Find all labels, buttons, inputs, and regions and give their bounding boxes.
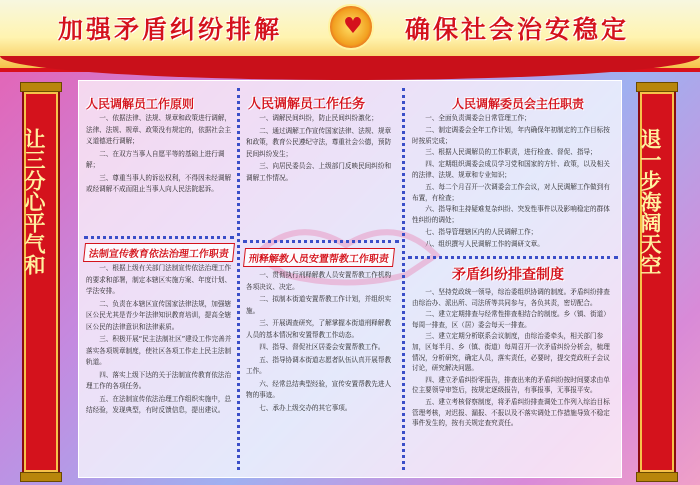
scroll-cap-top [20, 82, 62, 92]
page-title-left: 加强矛盾纠纷排解 [58, 15, 283, 44]
couplet-scroll-left [24, 92, 58, 472]
scroll-cap-top [636, 82, 678, 92]
column-divider-2 [402, 88, 405, 470]
row-divider-left [84, 236, 234, 239]
paragraph: 六、指导和主持疑难复杂纠纷、突发性事件以及影响稳定的群体性纠纷的调处； [412, 205, 610, 225]
section-body-committee-director [412, 113, 616, 251]
paragraph: 一、全面负责调委会日常管理工作； [425, 114, 531, 122]
scroll-cap-bottom [636, 472, 678, 482]
paragraph: 三、向居民委员会、上级部门反映民间纠纷和调解工作情况。 [246, 162, 392, 182]
row-divider-right [408, 256, 618, 259]
paragraph: 三、尊重当事人的诉讼权利，不得因未经调解或经调解不成而阻止当事人向人民法院起诉。 [86, 173, 232, 193]
paragraph: 四、指导、督促社区居委会安置帮教工作。 [259, 343, 385, 351]
section-title-committee-director: 人民调解委员会主任职责 [452, 97, 585, 111]
paragraph: 二、建立定期排查与经常性排查相结合的制度。乡（镇、街道）每周一排查，区（居）委会每天一排查。 [412, 310, 610, 329]
paragraph: 五、建立考核督察制度，将矛盾纠纷排查调处工作列入综治目标管理考核，对迟报、漏报、不报以及不落实调处工作措施导致不稳定事件发生的，按有关规定查究责任。 [412, 397, 610, 428]
heart-handshake-icon [328, 4, 374, 50]
heart-icon: ♥ [343, 14, 363, 39]
section-body-released-personnel [246, 270, 396, 415]
paragraph: 五、在法制宣传依法治理工作组织实施中，总结经验，发现典型，有时反馈信息，提出建议。 [86, 394, 232, 414]
section-title-legal-education: 法制宣传教育依法治理工作职责 [83, 243, 235, 262]
page-title-right: 确保社会治安稳定 [405, 15, 630, 44]
paragraph: 一、坚持党政统一领导，综治委组织协调的制度。矛盾纠纷排查由综治办、派出所、司法所等共同参与，各负其责，密切配合。 [412, 288, 610, 307]
column-divider-1 [237, 88, 240, 470]
paragraph: 一、依据法律、法规、规章和政策进行调解，法律、法规、规章、政策没有规定的，依据社会主义道德进行调解； [86, 114, 232, 145]
paragraph: 六、经常总结典型经验，宣传安置帮教先进人物的事迹。 [246, 379, 392, 399]
paragraph: 二、拟制本街道安置帮教工作计划，并组织实施。 [246, 295, 392, 315]
paragraph: 二、在双方当事人自愿平等的基础上进行调解； [86, 149, 225, 169]
section-body-legal-education [86, 263, 232, 418]
couplet-right-text: 退一步海阔天空 [638, 128, 663, 275]
couplet-left-text: 让三分心平气和 [22, 128, 47, 275]
paragraph: 三、建立定期分析联系会议制度，由综治委牵头，相关部门参加，区每半月、乡（镇、街道）每周召开一次矛盾纠纷分析会，梳理情况，分析研究，确定人员，落实责任，必要时，提交党政班子会议讨论，研究解决问题。 [412, 332, 610, 373]
paragraph: 七、指导管理辖区内的人民调解工作； [425, 227, 538, 236]
section-title-released-personnel: 刑释解教人员安置帮教工作职责 [243, 248, 395, 267]
paragraph: 四、建立矛盾纠纷零报告，排查出来的矛盾纠纷按时间要求由单位主要领导审签后，按规定逐级报告，有事报事，无事报平安。 [412, 375, 610, 395]
paragraph: 一、调解民间纠纷，防止民间纠纷激化； [259, 114, 378, 122]
section-title-principles: 人民调解员工作原则 [86, 97, 195, 111]
section-body-investigation [412, 287, 616, 430]
section-title-mediator-tasks: 人民调解员工作任务 [248, 97, 366, 112]
paragraph: 一、贯彻执行刑释解教人员安置帮教工作机构各项决议、决定。 [246, 271, 392, 291]
paragraph: 三、开展调查研究，了解掌握本街道刑释解教人员的基本情况和安置帮教工作动态。 [246, 319, 392, 339]
section-title-investigation: 矛盾纠纷排查制度 [452, 267, 564, 283]
paragraph: 八、组织撰写人民调解工作的调研文章。 [425, 239, 544, 248]
paragraph: 二、通过调解工作宣传国家法律、法规、规章和政策，教育公民遵纪守法，尊重社会公德，预防民间纠纷发生； [246, 126, 392, 158]
row-divider-middle [243, 240, 399, 243]
paragraph: 四、落实上级下达的关于法制宣传教育依法治理工作的各项任务。 [86, 370, 232, 390]
scroll-cap-bottom [20, 472, 62, 482]
couplet-scroll-right [640, 92, 674, 472]
paragraph: 三、根据人民调解员的工作职责，进行检查、督促、指导； [425, 148, 597, 157]
paragraph: 四、定期组织调委会成员学习党和国家的方针、政策，以及相关的法律、法规、规章和专业知识； [412, 160, 610, 179]
header-arc [0, 56, 700, 80]
section-body-mediator-tasks [246, 113, 396, 185]
paragraph: 七、承办上级交办的其它事项。 [259, 403, 352, 412]
paragraph: 二、制定调委会全年工作计划，年内确保年初制定的工作目标按时按质完成； [412, 125, 610, 145]
section-body-principles [86, 113, 232, 197]
paragraph: 五、指导协调本街道志愿者队伍认真开展帮教工作。 [246, 355, 392, 375]
paragraph: 二、负责在本辖区宣传国家法律法规，加强辖区公民尤其是青少年法律知识教育培训，提高全辖区公民的法律意识和法律素质。 [86, 299, 232, 331]
paragraph: 五、每二个月召开一次调委会工作会议，对人民调解工作做到有布置，有检查； [412, 182, 610, 202]
paragraph: 三、积极开展“民主法制社区”建设工作完善并落实各项规章制度，使社区各项工作走上民主法制轨道。 [86, 335, 232, 366]
paragraph: 一、根据上级有关部门法制宣传依法治理工作的要求和部署，制定本辖区实施方案、年度计划、学法安排。 [86, 264, 232, 295]
